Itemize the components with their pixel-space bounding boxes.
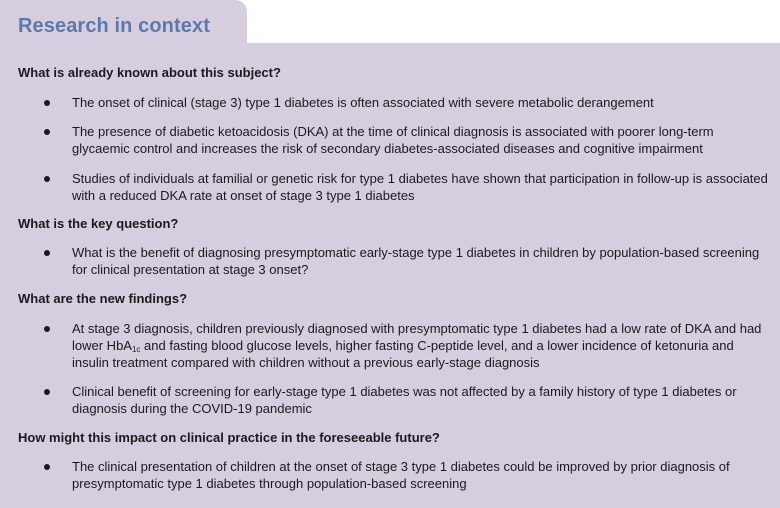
list-item — [18, 123, 768, 157]
list-item-text: The presence of diabetic ketoacidosis (DKA) at the time of clinical diagnosis is associated with poorer long-term glycaemic control and increases the risk of secondary diabetes-associated diseases and cognitive impairment — [72, 124, 714, 156]
list-item-text: Clinical benefit of screening for early-stage type 1 diabetes was not affected by a family history of type 1 diabetes or diagnosis during the COVID-19 pandemic — [72, 384, 737, 416]
list-item-text: The clinical presentation of children at the onset of stage 3 type 1 diabetes could be improved by prior diagnosis of presymptomatic type 1 diabetes through population-based screening — [72, 459, 730, 491]
list-item — [18, 458, 768, 492]
box-title: Research in context — [18, 15, 210, 37]
section-list-known — [18, 94, 768, 204]
bullet-icon — [44, 176, 50, 182]
section-heading-key-question: What is the key question? — [18, 216, 179, 231]
list-item-text: What is the benefit of diagnosing presymptomatic early-stage type 1 diabetes in children by population-based screening for clinical presentation at stage 3 onset? — [72, 245, 760, 277]
header-tab — [0, 0, 247, 48]
hba1c-subscript: 1c — [131, 345, 141, 354]
list-item-text: Studies of individuals at familial or genetic risk for type 1 diabetes have shown that participation in follow-up is associated with a reduced DKA rate at onset of stage 3 type 1 diabetes — [72, 171, 768, 203]
section-heading-clinical-impact: How might this impact on clinical practice in the foreseeable future? — [18, 430, 440, 445]
section-list-clinical-impact — [18, 458, 768, 492]
list-item — [18, 94, 768, 111]
bullet-icon — [44, 389, 50, 395]
list-item — [18, 244, 768, 278]
bullet-icon — [44, 100, 50, 106]
list-item-text: The onset of clinical (stage 3) type 1 diabetes is often associated with severe metabolic derangement — [72, 95, 654, 110]
section-heading-known: What is already known about this subject? — [18, 65, 281, 80]
list-item-text-before: At stage 3 diagnosis, children previously diagnosed with presymptomatic type 1 diabetes had a low rate of DKA and had lower HbA — [72, 321, 762, 353]
list-item — [18, 320, 768, 371]
bullet-icon — [44, 250, 50, 256]
content-body — [18, 64, 768, 492]
bullet-icon — [44, 326, 50, 332]
section-list-new-findings — [18, 320, 768, 417]
list-item — [18, 170, 768, 204]
bullet-icon — [44, 464, 50, 470]
content-panel — [0, 43, 780, 508]
list-item — [18, 383, 768, 417]
bullet-icon — [44, 129, 50, 135]
section-list-key-question — [18, 244, 768, 278]
list-item-text-after: and fasting blood glucose levels, higher fasting C-peptide level, and a lower incidence of ketonuria and insulin treatment compared with children without a previous early-stage diagnosis — [72, 338, 734, 370]
section-heading-new-findings: What are the new findings? — [18, 291, 188, 306]
